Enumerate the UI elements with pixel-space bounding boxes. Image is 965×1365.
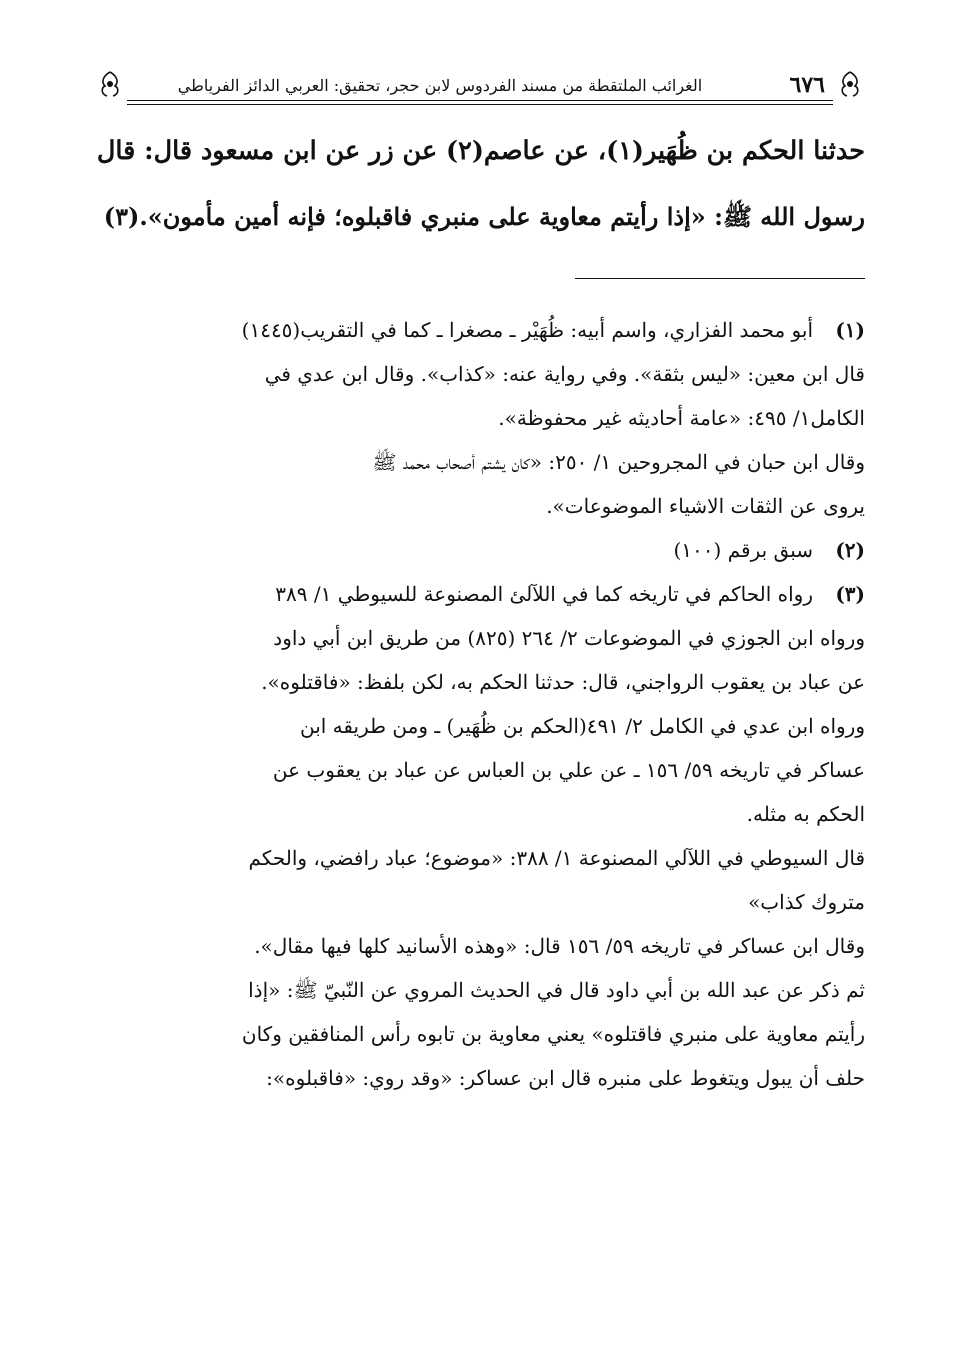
footnote-line: يروى عن الثقات الاشياء الموضوعات».: [546, 494, 865, 518]
footnote-line: قال ابن معين: «ليس بثقة». وفي رواية عنه: «كذاب». وقال ابن عدي في: [264, 362, 865, 386]
footnote-line: رأيتم معاوية على منبري فاقتلوه» يعني معاوية بن تابوه رأس المنافقين وكان: [241, 1022, 865, 1046]
footnote-marker: (٣): [835, 582, 865, 606]
footnote-line: عن عباد بن يعقوب الرواجني، قال: حدثنا الحكم به، لكن بلفظ: «فاقتلوه».: [261, 670, 865, 694]
footnote-line: ورواه ابن الجوزي في الموضوعات ٢/ ٢٦٤ (٨٢٥) من طريق ابن أبي داود: [273, 626, 865, 650]
footnote-line: حلف أن يبول ويتغوط على منبره قال ابن عساكر: «وقد روي: «فاقبلوه»:: [266, 1066, 865, 1090]
footnote-marker: (٢): [835, 538, 865, 562]
footnote-line: الكامل١/ ٤٩٥: «عامة أحاديثه غير محفوظة».: [498, 406, 865, 430]
footnotes: [95, 308, 865, 1100]
header-rule: [127, 104, 833, 105]
footnote-3: [95, 572, 865, 1100]
hadith-text: [95, 118, 865, 250]
page-number: ٦٧٦: [789, 72, 825, 98]
footnote-line: قال السيوطي في اللآلي المصنوعة ١/ ٣٨٨: «موضوع؛ عباد رافضي، والحكم: [248, 846, 865, 870]
footnote-1: [95, 308, 865, 528]
ornament-icon: [835, 70, 865, 98]
header-rule: [127, 100, 833, 101]
footnote-marker: (١): [835, 318, 865, 342]
footnote-line: أبو محمد الفزاري، واسم أبيه: ظُهَيْر ـ مصغرا ـ كما في التقريب(١٤٤٥): [241, 318, 813, 342]
text-line: رسول الله ﷺ: «إذا رأيتم معاوية على منبري فاقبلوه؛ فإنه أمين مأمون».(٣): [103, 202, 865, 231]
footnote-line: سبق برقم (١٠٠): [673, 538, 813, 562]
footnote-line: ورواه ابن عدي في الكامل ٢/ ٤٩١(الحكم بن ظُهَير) ـ ومن طريقه ابن: [299, 714, 865, 738]
footnote-line: وقال ابن حبان في المجروحين ١/ ٢٥٠: «كان يشتم أصحاب محمد ﷺ: [372, 450, 865, 474]
footnote-line: ثم ذكر عن عبد الله بن أبي داود قال في الحديث المروي عن النّبيّ ﷺ: «إذا: [248, 978, 865, 1002]
footnote-separator: [575, 278, 865, 279]
ornament-icon: [95, 70, 125, 98]
footnote-line: رواه الحاكم في تاريخه كما في اللآلئ المصنوعة للسيوطي ١/ ٣٨٩: [275, 582, 813, 606]
text-line: حدثنا الحكم بن ظُهَير(١)، عن عاصم(٢) عن زر عن ابن مسعود قال: قال: [96, 136, 865, 166]
header-title: الغرائب الملتقطة من مسند الفردوس لابن حجر، تحقيق: العربي الدائز الفرياطي: [177, 76, 703, 95]
footnote-line: وقال ابن عساكر في تاريخه ٥٩/ ١٥٦ قال: «وهذه الأسانيد كلها فيها مقال».: [254, 934, 865, 958]
running-header: [95, 68, 865, 108]
footnote-line: متروك كذاب»: [748, 890, 865, 914]
footnote-2: [95, 528, 865, 572]
footnote-line: الحكم به مثله.: [746, 802, 865, 826]
footnote-line: عساكر في تاريخه ٥٩/ ١٥٦ ـ عن علي بن العباس عن عباد بن يعقوب عن: [272, 758, 865, 782]
